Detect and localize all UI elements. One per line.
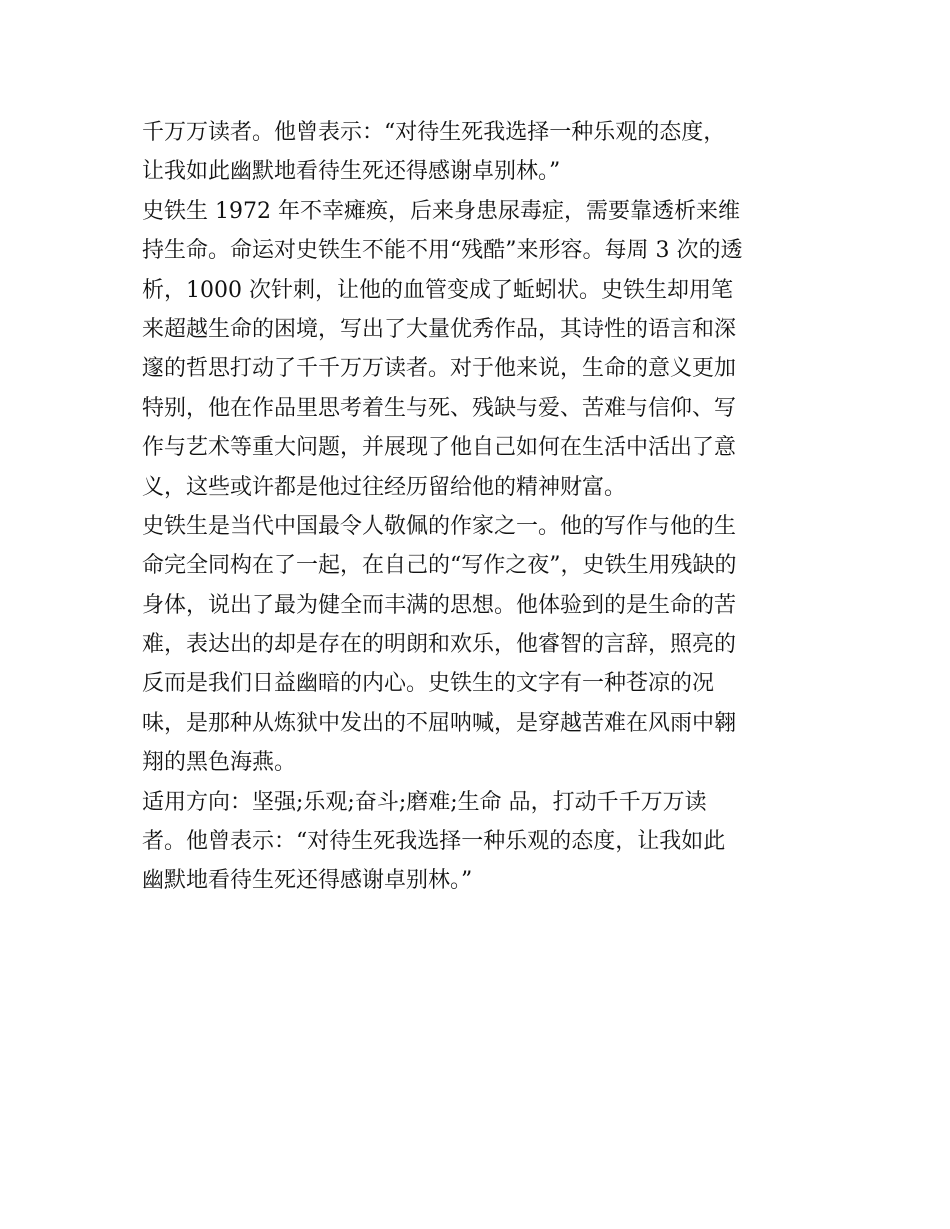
text-line: 析，1000 次针刺，让他的血管变成了蚯蚓状。史铁生却用笔 — [142, 277, 733, 303]
text-line: 持生命。命运对史铁生不能不用“残酷”来形容。每周 3 次的透 — [142, 238, 743, 264]
text-line: 千万万读者。他曾表示：“对待生死我选择一种乐观的态度， — [142, 120, 726, 145]
text-line: 味，是那种从炼狱中发出的不屈呐喊，是穿越苦难在风雨中翱 — [142, 710, 737, 736]
text-line: 让我如此幽默地看待生死还得感谢卓别林。” — [142, 159, 561, 185]
text-line: 身体，说出了最为健全而丰满的思想。他体验到的是生命的苦 — [142, 592, 737, 618]
text-line: 作与艺术等重大问题，并展现了他自己如何在生活中活出了意 — [142, 435, 737, 461]
text-line: 义，这些或许都是他过往经历留给他的精神财富。 — [142, 474, 627, 500]
text-line: 适用方向：坚强;乐观;奋斗;磨难;生命 品，打动千千万万读 — [142, 789, 707, 815]
text-line: 翔的黑色海燕。 — [142, 750, 297, 776]
text-line: 史铁生是当代中国最令人敬佩的作家之一。他的写作与他的生 — [142, 513, 737, 539]
document-body — [142, 113, 814, 901]
text-line: 邃的哲思打动了千千万万读者。对于他来说，生命的意义更加 — [142, 356, 737, 382]
text-line: 幽默地看待生死还得感谢卓别林。” — [142, 868, 473, 894]
text-line: 难，表达出的却是存在的明朗和欢乐，他睿智的言辞，照亮的 — [142, 632, 737, 658]
text-line: 史铁生 1972 年不幸瘫痪，后来身患尿毒症，需要靠透析来维 — [142, 198, 740, 224]
text-line: 来超越生命的困境，写出了大量优秀作品，其诗性的语言和深 — [142, 316, 737, 342]
text-line: 者。他曾表示：“对待生死我选择一种乐观的态度，让我如此 — [142, 829, 726, 855]
text-line: 命完全同构在了一起，在自己的“写作之夜”，史铁生用残缺的 — [142, 553, 737, 579]
text-line: 反而是我们日益幽暗的内心。史铁生的文字有一种苍凉的况 — [142, 671, 715, 697]
text-line: 特别，他在作品里思考着生与死、残缺与爱、苦难与信仰、写 — [142, 395, 737, 421]
